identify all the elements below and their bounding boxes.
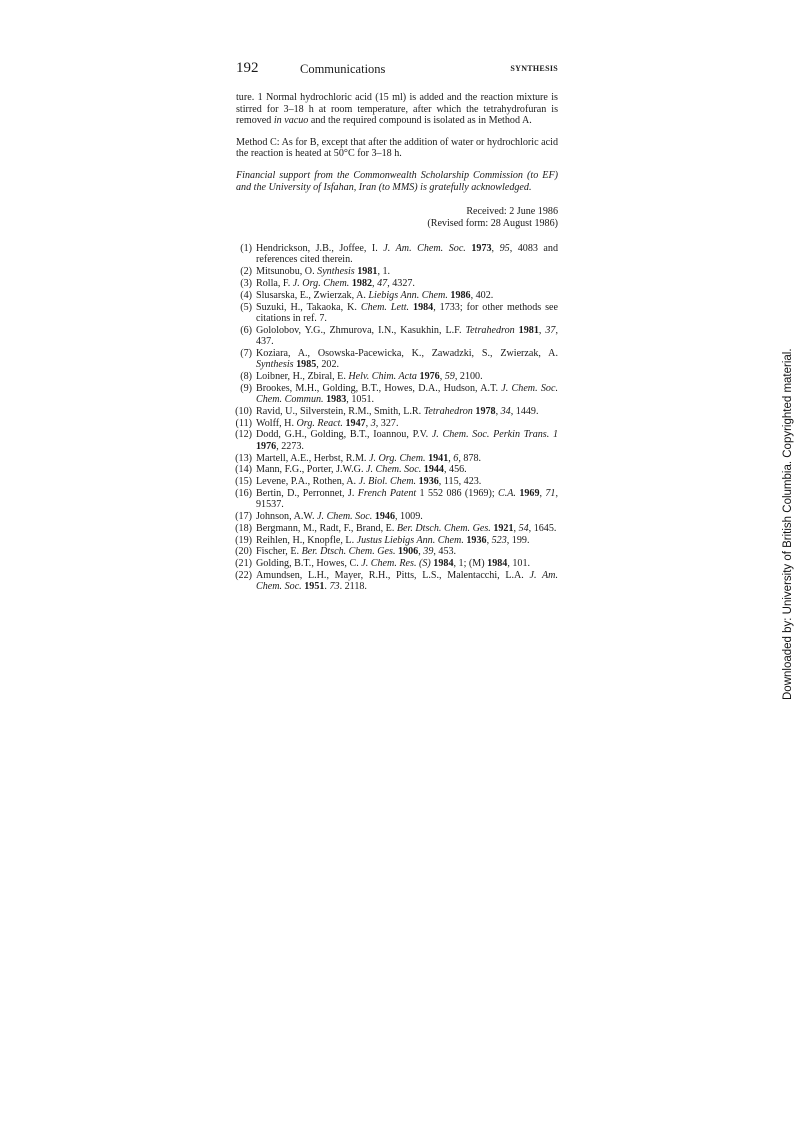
reference-text: 1951	[304, 581, 325, 593]
reference-text: 1978	[475, 405, 496, 417]
reference-text: Synthesis	[317, 266, 355, 278]
reference-text: 6	[453, 452, 459, 464]
reference-item	[236, 406, 558, 417]
reference-text: 1976	[256, 440, 277, 452]
reference-text: , 2100.	[454, 370, 483, 382]
reference-number: (16)	[235, 487, 252, 499]
reference-text: J. Chem. Soc. Chem. Commun.	[256, 382, 558, 406]
reference-item	[236, 570, 558, 593]
reference-text: C.A.	[498, 487, 516, 499]
reference-text: Dodd, G.H., Golding, B.T., Ioannou, P.V.	[256, 429, 432, 441]
page-number: 192	[236, 60, 259, 76]
reference-text: ,	[439, 370, 445, 382]
reference-text: J. Am. Chem. Soc.	[383, 243, 466, 255]
reference-text: Bertin, D., Perronnet, J.	[256, 487, 358, 499]
reference-text: 3	[370, 417, 376, 429]
reference-text: French Patent	[357, 487, 417, 499]
reference-text: , 1; (M)	[453, 558, 488, 570]
body-paragraph-method-b	[236, 92, 558, 127]
reference-text: Bergmann, M., Radt, F., Brand, E.	[256, 522, 397, 534]
reference-text: J. Biol. Chem.	[358, 476, 417, 488]
reference-text: Gololobov, Y.G., Zhmurova, I.N., Kasukhin, L.F.	[256, 324, 466, 336]
reference-text: ,	[491, 243, 500, 255]
reference-text: , 1051.	[346, 394, 375, 406]
reference-text: 73	[329, 581, 340, 593]
reference-text: 1936	[466, 534, 487, 546]
reference-number: (8)	[240, 370, 252, 382]
reference-text: 1986	[450, 289, 471, 301]
reference-number: (2)	[240, 266, 252, 278]
page-content	[236, 60, 558, 593]
reference-text: Ber. Dtsch. Chem. Ges.	[301, 546, 396, 558]
reference-text: Golding, B.T., Howes, C.	[256, 558, 362, 570]
reference-item	[236, 511, 558, 522]
reference-text: Johnson, A.W.	[256, 510, 318, 522]
reference-text: J. Org. Chem.	[292, 278, 350, 290]
download-watermark: Downloaded by: University of British Columbia. Copyrighted material.	[782, 348, 794, 700]
page-header	[236, 60, 558, 82]
reference-text: J. Chem. Soc. Perkin Trans. 1	[431, 429, 559, 441]
reference-text: Loibner, H., Zbiral, E.	[256, 370, 349, 382]
reference-item	[236, 383, 558, 406]
reference-number: (15)	[235, 476, 252, 488]
reference-text: , 1009.	[395, 510, 423, 522]
received-dates	[236, 206, 558, 230]
reference-item	[236, 290, 558, 301]
reference-text: 1982	[351, 278, 373, 290]
reference-text: Levene, P.A., Rothen, A.	[256, 476, 359, 488]
reference-text: , 101.	[507, 558, 531, 570]
reference-text: Tetrahedron	[465, 324, 515, 336]
reference-item	[236, 278, 558, 289]
revised-date: (Revised form: 28 August 1986)	[427, 218, 558, 230]
reference-text: Slusarska, E., Zwierzak, A.	[256, 289, 369, 301]
reference-text: , 1733; for other methods see citations in ref. 7.	[256, 301, 558, 324]
reference-text: , 4083 and references cited therein.	[256, 243, 559, 266]
reference-number: (14)	[235, 464, 252, 476]
acknowledgement: Financial support from the Commonwealth Scholarship Commission (to EF) and the University of Isfahan, Iran (to MMS) is gratefully acknowledged.	[236, 169, 558, 193]
reference-text: ,	[418, 546, 424, 558]
reference-item	[236, 453, 558, 464]
reference-number: (20)	[235, 546, 252, 558]
reference-text: 47	[377, 278, 388, 290]
reference-list	[236, 243, 558, 592]
reference-item	[236, 464, 558, 475]
reference-text: 1984	[433, 558, 454, 570]
reference-text: 1981	[357, 266, 378, 278]
reference-text: ,	[539, 487, 546, 499]
reference-text: .	[324, 581, 330, 593]
reference-text: . 2118.	[339, 581, 367, 593]
reference-text: Wolff, H.	[256, 417, 297, 429]
reference-text: 59	[444, 370, 455, 382]
reference-text: Ber. Dtsch. Chem. Ges.	[396, 522, 491, 534]
reference-text: Amundsen, L.H., Mayer, R.H., Pitts, L.S., Malentacchi, L.A.	[256, 569, 530, 581]
reference-number: (22)	[235, 569, 252, 581]
reference-item	[236, 546, 558, 557]
reference-text: 1984	[413, 301, 434, 313]
reference-item	[236, 266, 558, 277]
reference-text: , 878.	[458, 452, 482, 464]
reference-text: 1906	[398, 546, 419, 558]
reference-text: 1985	[296, 359, 317, 371]
reference-text: Org. React.	[296, 417, 343, 429]
reference-number: (19)	[235, 534, 252, 546]
reference-text: Ravid, U., Silverstein, R.M., Smith, L.R.	[256, 405, 424, 417]
reference-item	[236, 476, 558, 487]
reference-text: Chem. Lett.	[360, 301, 410, 313]
reference-number: (17)	[235, 510, 252, 522]
reference-text: ,	[365, 417, 371, 429]
reference-text: 1921	[493, 522, 514, 534]
reference-item	[236, 348, 558, 371]
reference-text: 1969	[519, 487, 540, 499]
reference-text: , 202.	[316, 359, 340, 371]
reference-text: Rolla, F.	[256, 278, 293, 290]
reference-text: 54	[518, 522, 529, 534]
reference-number: (7)	[240, 347, 252, 359]
received-date: Received: 2 June 1986	[466, 206, 558, 218]
running-head: SYNTHESIS	[510, 64, 558, 73]
reference-number: (4)	[240, 289, 252, 301]
reference-text: ,	[495, 405, 501, 417]
reference-text: Martell, A.E., Herbst, R.M.	[256, 452, 369, 464]
reference-text: Fischer, E.	[256, 546, 302, 558]
reference-text: J. Chem. Soc.	[317, 510, 373, 522]
reference-number: (9)	[240, 382, 252, 394]
reference-text: , 327.	[375, 417, 399, 429]
reference-number: (1)	[240, 243, 252, 255]
paragraph-text: ture. 1 Normal hydrochloric acid (15 ml) is added and the reaction mixture is stirred for 3–18 h at room temperature, after which the tetrahydrofuran is removed	[236, 92, 558, 127]
reference-text: , 437.	[256, 324, 558, 348]
reference-text: 1944	[423, 464, 444, 476]
reference-number: (18)	[235, 522, 252, 534]
reference-text: ,	[448, 452, 454, 464]
reference-text: 1947	[345, 417, 366, 429]
reference-text: , 91537.	[256, 487, 558, 511]
reference-item	[236, 429, 558, 452]
reference-number: (21)	[235, 558, 252, 570]
reference-number: (10)	[235, 405, 252, 417]
reference-number: (5)	[240, 301, 252, 313]
reference-text: J. Chem. Soc.	[366, 464, 422, 476]
reference-number: (6)	[240, 324, 252, 336]
body-paragraph-method-c: Method C: As for B, except that after the addition of water or hydrochloric acid the reaction is heated at 50°C for 3–18 h.	[236, 136, 558, 160]
reference-text: Suzuki, H., Takaoka, K.	[256, 301, 361, 313]
reference-item	[236, 535, 558, 546]
reference-text: , 2273.	[276, 440, 304, 452]
reference-text: Tetrahedron	[423, 405, 473, 417]
reference-text: Hendrickson, J.B., Joffee, I.	[256, 243, 384, 255]
reference-text: , 1449.	[510, 405, 539, 417]
reference-text: Koziara, A., Osowska-Pacewicka, K., Zawadzki, S., Zwierzak, A.	[256, 347, 558, 359]
paragraph-text-end: and the required compound is isolated as in Method A.	[310, 115, 532, 127]
reference-text: 37	[545, 324, 556, 336]
reference-text: ,	[372, 278, 378, 290]
reference-text: Mann, F.G., Porter, J.W.G.	[256, 464, 367, 476]
reference-text: J. Org. Chem.	[368, 452, 426, 464]
reference-text: 39	[423, 546, 434, 558]
reference-number: (3)	[240, 278, 252, 290]
reference-text: Liebigs Ann. Chem.	[368, 289, 448, 301]
reference-item	[236, 302, 558, 325]
reference-text: Brookes, M.H., Golding, B.T., Howes, D.A., Hudson, A.T.	[256, 382, 502, 394]
reference-text: 71	[545, 487, 556, 499]
reference-text: Helv. Chim. Acta	[348, 370, 417, 382]
reference-text: , 453.	[433, 546, 457, 558]
reference-text: ,	[538, 324, 546, 336]
reference-text: , 1645.	[528, 522, 557, 534]
reference-item	[236, 488, 558, 511]
reference-text: , 1.	[377, 266, 391, 278]
reference-text: 1976	[419, 370, 440, 382]
reference-text: 523	[491, 534, 507, 546]
reference-text: Synthesis	[256, 359, 294, 371]
reference-text: 1983	[326, 394, 347, 406]
reference-text: , 402.	[470, 289, 494, 301]
reference-text: J. Am. Chem. Soc.	[256, 569, 558, 593]
reference-item	[236, 325, 558, 348]
reference-item	[236, 418, 558, 429]
reference-item	[236, 558, 558, 569]
reference-text: , 456.	[443, 464, 467, 476]
reference-text: 1 552 086 (1969);	[416, 487, 498, 499]
reference-text: Mitsunobu, O.	[256, 266, 318, 278]
reference-item	[236, 243, 558, 266]
reference-text: 1981	[518, 324, 539, 336]
reference-text: Reihlen, H., Knopfle, L.	[256, 534, 357, 546]
reference-item	[236, 371, 558, 382]
reference-text: 1984	[487, 558, 508, 570]
reference-number: (13)	[235, 452, 252, 464]
reference-text: J. Chem. Res. (S)	[361, 558, 431, 570]
reference-text: 34	[500, 405, 511, 417]
reference-number: (11)	[235, 417, 252, 429]
reference-text: , 115, 423.	[438, 476, 482, 488]
reference-text: ,	[486, 534, 492, 546]
paragraph-italic: in vacuo	[273, 115, 309, 127]
journal-section: Communications	[300, 62, 386, 76]
reference-text: 1973	[471, 243, 492, 255]
reference-text: 95	[499, 243, 510, 255]
reference-text: 1946	[374, 510, 395, 522]
reference-text: 1941	[428, 452, 449, 464]
reference-text: , 199.	[506, 534, 530, 546]
reference-text: , 4327.	[387, 278, 415, 290]
reference-text: 1936	[418, 476, 439, 488]
reference-number: (12)	[235, 429, 252, 441]
reference-text: ,	[513, 522, 519, 534]
reference-text: Justus Liebigs Ann. Chem.	[356, 534, 464, 546]
reference-item	[236, 523, 558, 534]
